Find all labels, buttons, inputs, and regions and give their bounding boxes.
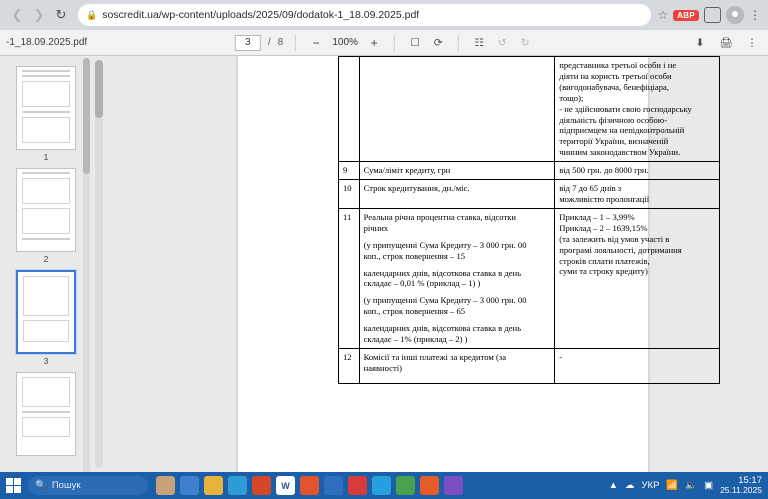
row-label	[359, 348, 555, 383]
row-number: 10	[339, 180, 360, 209]
volume-icon[interactable]: 🔈	[685, 479, 698, 491]
taskbar-clock[interactable]	[720, 476, 762, 495]
teams-app-icon[interactable]	[324, 476, 343, 495]
excel-app-icon[interactable]	[396, 476, 415, 495]
text-line: Реальна річна процентна ставка, відсотки	[363, 211, 516, 222]
widgets-icon[interactable]	[180, 476, 199, 495]
text-line: коп., строк повернення – 65	[363, 306, 466, 317]
row-number: 9	[339, 162, 360, 180]
row-number: 11	[339, 208, 360, 348]
thumbnail-number: 2	[43, 254, 49, 264]
reload-icon[interactable]: ↻	[55, 7, 67, 22]
text-line: суми та строку кредиту)	[559, 266, 648, 277]
more-options-icon[interactable]: ⋮	[749, 8, 762, 22]
text-selection-icon[interactable]: ☷	[474, 36, 484, 49]
text-line: коп., строк повернення – 15	[363, 250, 466, 261]
language-indicator[interactable]: УКР	[641, 479, 660, 491]
print-icon[interactable]: 🖨	[719, 37, 733, 49]
pdf-app-icon[interactable]	[252, 476, 271, 495]
text-line: діяльність фізичною особою-	[559, 114, 668, 125]
pdf-document-title: -1_18.09.2025.pdf	[6, 37, 88, 48]
thumbnail-scrollbar[interactable]	[83, 58, 90, 472]
row-label: Сума/ліміт кредиту, грн	[359, 162, 555, 180]
text-line: чинним законодавством України.	[559, 147, 681, 158]
page-separator: /	[267, 37, 271, 48]
table-row-continued	[339, 57, 720, 162]
cloud-icon[interactable]: ☁	[625, 479, 635, 491]
pdf-viewer-toolbar	[0, 30, 768, 56]
page-number-input[interactable]: 3	[235, 35, 261, 51]
text-line: - не здійснювати свою господарську	[559, 103, 692, 114]
show-hidden-icons-icon[interactable]: ▲	[608, 479, 618, 491]
text-line: складає – 1% (приклад – 2) )	[363, 334, 468, 345]
pdf-toolbar-right-group	[692, 35, 760, 51]
lock-icon: 🔒	[86, 9, 98, 20]
thumbnail-list	[0, 60, 92, 456]
bookmark-star-icon[interactable]: ☆	[657, 8, 669, 22]
forward-arrow-icon[interactable]: ❯	[33, 7, 45, 22]
text-line: представника третьої особи і не	[559, 60, 677, 70]
table-row	[339, 348, 720, 383]
browser-toolbar	[0, 0, 768, 30]
thumbnail-page-4[interactable]	[16, 372, 76, 456]
edge-browser-icon[interactable]	[228, 476, 247, 495]
clock-time: 15:17	[738, 475, 762, 487]
cell-number-empty	[339, 57, 360, 162]
text-line: можливістю пролонгації	[559, 193, 650, 204]
row-value: -	[555, 348, 720, 383]
row-label: Строк кредитування, дн./міс.	[359, 180, 555, 209]
page-scrollbar-thumb[interactable]	[95, 60, 103, 118]
thumbnail-page-2[interactable]	[16, 168, 76, 252]
table-row	[339, 180, 720, 209]
divider	[458, 35, 459, 51]
task-view-icon[interactable]	[156, 476, 175, 495]
text-line: Приклад – 1 – 3,99%	[559, 211, 635, 222]
table-row	[339, 162, 720, 180]
mail-app-icon[interactable]	[348, 476, 367, 495]
text-line: Комісії та інші платежі за кредитом (за	[363, 351, 507, 362]
address-bar[interactable]	[78, 4, 651, 26]
text-line: території України, визначеній	[559, 136, 669, 147]
word-app-icon[interactable]: W	[276, 476, 295, 495]
telegram-app-icon[interactable]	[372, 476, 391, 495]
text-line: від 7 до 65 днів з	[559, 183, 622, 194]
clock-date: 25.11.2025	[720, 485, 762, 496]
row-value: від 500 грн. до 8000 грн.	[555, 162, 720, 180]
pdf-viewer-body	[0, 56, 768, 472]
more-options-icon[interactable]: ⋮	[746, 36, 758, 49]
thumbnail-page-3[interactable]	[16, 270, 76, 354]
thumbnail-scrollbar-thumb[interactable]	[83, 58, 90, 174]
windows-taskbar	[0, 472, 768, 499]
table-row	[339, 208, 720, 348]
cell-label-empty	[359, 57, 555, 162]
text-line: програмі лояльності, дотримання	[559, 244, 682, 255]
text-line: (у припущенні Сума Кредиту – 3 000 грн. 00	[363, 295, 527, 306]
back-arrow-icon[interactable]: ❮	[11, 7, 23, 22]
text-line: наявності)	[363, 362, 402, 373]
pdf-page-3	[238, 56, 692, 472]
text-line: календарних днів, відсоткова ставка в день	[363, 323, 522, 334]
page-scrollbar[interactable]	[92, 56, 106, 472]
thumbnail-number: 1	[43, 152, 49, 162]
thumbnail-pane[interactable]	[0, 56, 92, 472]
text-line: строків сплати платежів,	[559, 255, 650, 266]
url-text: soscredit.ua/wp-content/uploads/2025/09/dodatok-1_18.09.2025.pdf	[102, 9, 420, 21]
rotate-icon[interactable]: ⟳	[433, 36, 443, 49]
thumbnail-page-1[interactable]	[16, 66, 76, 150]
row-label	[359, 208, 555, 348]
text-line: підприємцем на непідконтрольній	[559, 125, 685, 136]
page-canvas-area[interactable]	[92, 56, 768, 472]
row-value	[555, 180, 720, 209]
battery-icon[interactable]: ▣	[704, 479, 714, 491]
network-icon[interactable]: 📶	[666, 479, 679, 491]
windows-start-icon[interactable]	[6, 478, 21, 493]
text-line: календарних днів, відсоткова ставка в день	[363, 267, 522, 278]
browser-actions	[657, 6, 762, 24]
adblock-extension-icon[interactable]: ABP	[673, 10, 699, 21]
text-line: (та залежить від умов участі в	[559, 233, 670, 244]
zoom-in-icon[interactable]: +	[370, 35, 378, 50]
text-line: Приклад – 2 – 1639,15%	[559, 222, 648, 233]
redo-icon[interactable]: ↻	[520, 36, 530, 49]
cell-continued-text	[555, 57, 720, 162]
file-explorer-icon[interactable]	[204, 476, 223, 495]
search-placeholder: Пошук	[51, 480, 81, 491]
text-line: діяти на користь третьої особи	[559, 70, 672, 81]
text-line: (у припущенні Сума Кредиту – 3 000 грн. 00	[363, 239, 527, 250]
chrome-app-icon[interactable]	[420, 476, 439, 495]
undo-icon[interactable]: ↺	[497, 36, 507, 49]
viber-app-icon[interactable]	[444, 476, 463, 495]
text-line: річних	[363, 222, 389, 233]
thumbnail-number: 3	[43, 356, 49, 366]
pdf-toolbar-center-group	[235, 35, 533, 51]
page-total: 8	[277, 37, 284, 48]
contract-terms-table	[338, 56, 720, 384]
zoom-out-icon[interactable]: −	[312, 35, 320, 50]
row-number: 12	[339, 348, 360, 383]
split-screen-icon[interactable]	[704, 7, 721, 23]
opera-app-icon[interactable]	[300, 476, 319, 495]
spacer	[364, 374, 551, 380]
profile-avatar-icon[interactable]	[726, 6, 744, 24]
download-icon[interactable]: ⬇	[695, 36, 705, 49]
text-line: (вигодонабувача, бенефіціара,	[559, 81, 669, 92]
taskbar-search[interactable]	[28, 476, 148, 495]
taskbar-apps	[156, 476, 463, 495]
text-line: складає – 0,01 % (приклад – 1) )	[363, 278, 481, 289]
divider	[394, 35, 395, 51]
divider	[295, 35, 296, 51]
system-tray	[609, 476, 762, 495]
page-scrollbar-track[interactable]	[95, 60, 103, 468]
row-value	[555, 208, 720, 348]
zoom-level: 100%	[332, 37, 358, 48]
text-line: тощо);	[559, 92, 584, 103]
search-icon: 🔍	[35, 480, 47, 491]
fit-page-icon[interactable]: ☐	[410, 36, 420, 49]
